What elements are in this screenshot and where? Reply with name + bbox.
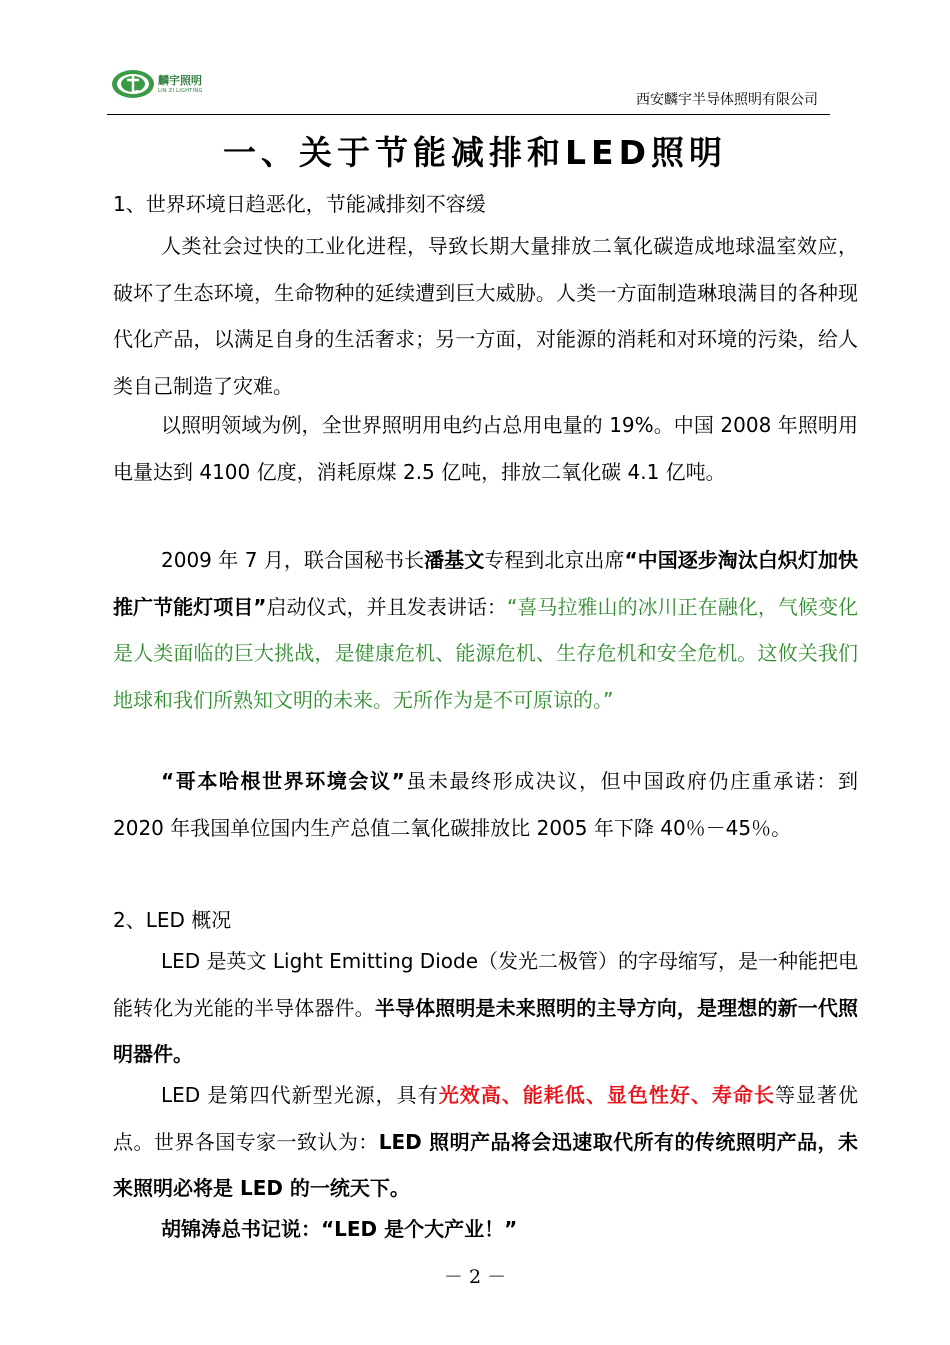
paragraph-hu-quote: 胡锦涛总书记说：“LED 是个大产业！” (161, 1217, 518, 1241)
p6-advantages-red: 光效高、能耗低、显色性好、寿命长 (438, 1083, 775, 1107)
p4-conference-bold: “哥本哈根世界环境会议” (161, 769, 405, 793)
p5-emphasis-bold: 半导体照明是未来照明的主导方向，是理想的新一代照明器件。 (113, 995, 859, 1066)
paragraph-led-advantages (113, 1072, 858, 1212)
p6-text-a: LED 是第四代新型光源，具有 (161, 1083, 439, 1107)
p3-text-e: 启动仪式，并且发表讲话： (266, 594, 507, 619)
section-heading-1: 1、世界环境日趋恶化，节能减排刻不容缓 (113, 192, 486, 216)
paragraph-led-definition (113, 938, 858, 1078)
company-logo (111, 68, 203, 100)
paragraph-ban-ki-moon (113, 537, 858, 723)
paragraph-lighting-stats: 以照明领域为例，全世界照明用电约占总用电量的 19%。中国 2008 年照明用电量达到 4100 亿度，消耗原煤 2.5 亿吨，排放二氧化碳 4.1 亿吨。 (113, 413, 858, 484)
p6-conclusion-bold: LED 照明产品将会迅速取代所有的传统照明产品，未来照明必将是 LED 的一统天下。 (113, 1129, 858, 1200)
page-header (107, 60, 830, 115)
logo-chinese-name: 麟宇照明 (158, 73, 202, 87)
logo-icon (111, 68, 155, 100)
section-heading-2: 2、LED 概况 (113, 908, 232, 932)
paragraph-environment: 人类社会过快的工业化进程，导致长期大量排放二氧化碳造成地球温室效应，破坏了生态环境，生命物种的延续遭到巨大威胁。人类一方面制造琳琅满目的各种现代化产品，以满足自身的生活奢求；另一方面，对能源的消耗和对环境的污染，给人类自己制造了灾难。 (113, 234, 858, 398)
p4-text-b: 虽未最终形成决议，但中国政府仍庄重承诺：到 2020 年我国单位国内生产总值二氧化碳排放比 2005 年下降 40％－45％。 (113, 769, 858, 840)
p5-text-a: LED 是英文 Light Emitting Diode（发光二极管）的字母缩写，是一种能把电能转化为光能的半导体器件。 (113, 949, 859, 1020)
p3-text-a: 2009 年 7 月，联合国秘书长 (161, 548, 425, 572)
p3-quote-green: “喜马拉雅山的冰川正在融化，气候变化是人类面临的巨大挑战，是健康危机、能源危机、生存危机和安全危机。这攸关我们地球和我们所熟知文明的未来。无所作为是不可原谅的。” (113, 594, 859, 712)
logo-english-name: LIN ZI LIGHTING (158, 87, 203, 94)
document-title: 一、关于节能减排和LED照明 (223, 133, 727, 172)
page-number: － 2 － (443, 1266, 507, 1288)
p6-text-c: 等显著优点。世界各国专家一致认为： (113, 1083, 858, 1154)
company-name: 西安麟宇半导体照明有限公司 (636, 92, 818, 108)
paragraph-copenhagen (113, 758, 858, 851)
p3-name-bold: 潘基文 (424, 548, 485, 572)
p3-text-c: 专程到北京出席 (484, 548, 625, 572)
p3-project-bold: “中国逐步淘汰白炽灯加快推广节能灯项目” (113, 548, 859, 619)
